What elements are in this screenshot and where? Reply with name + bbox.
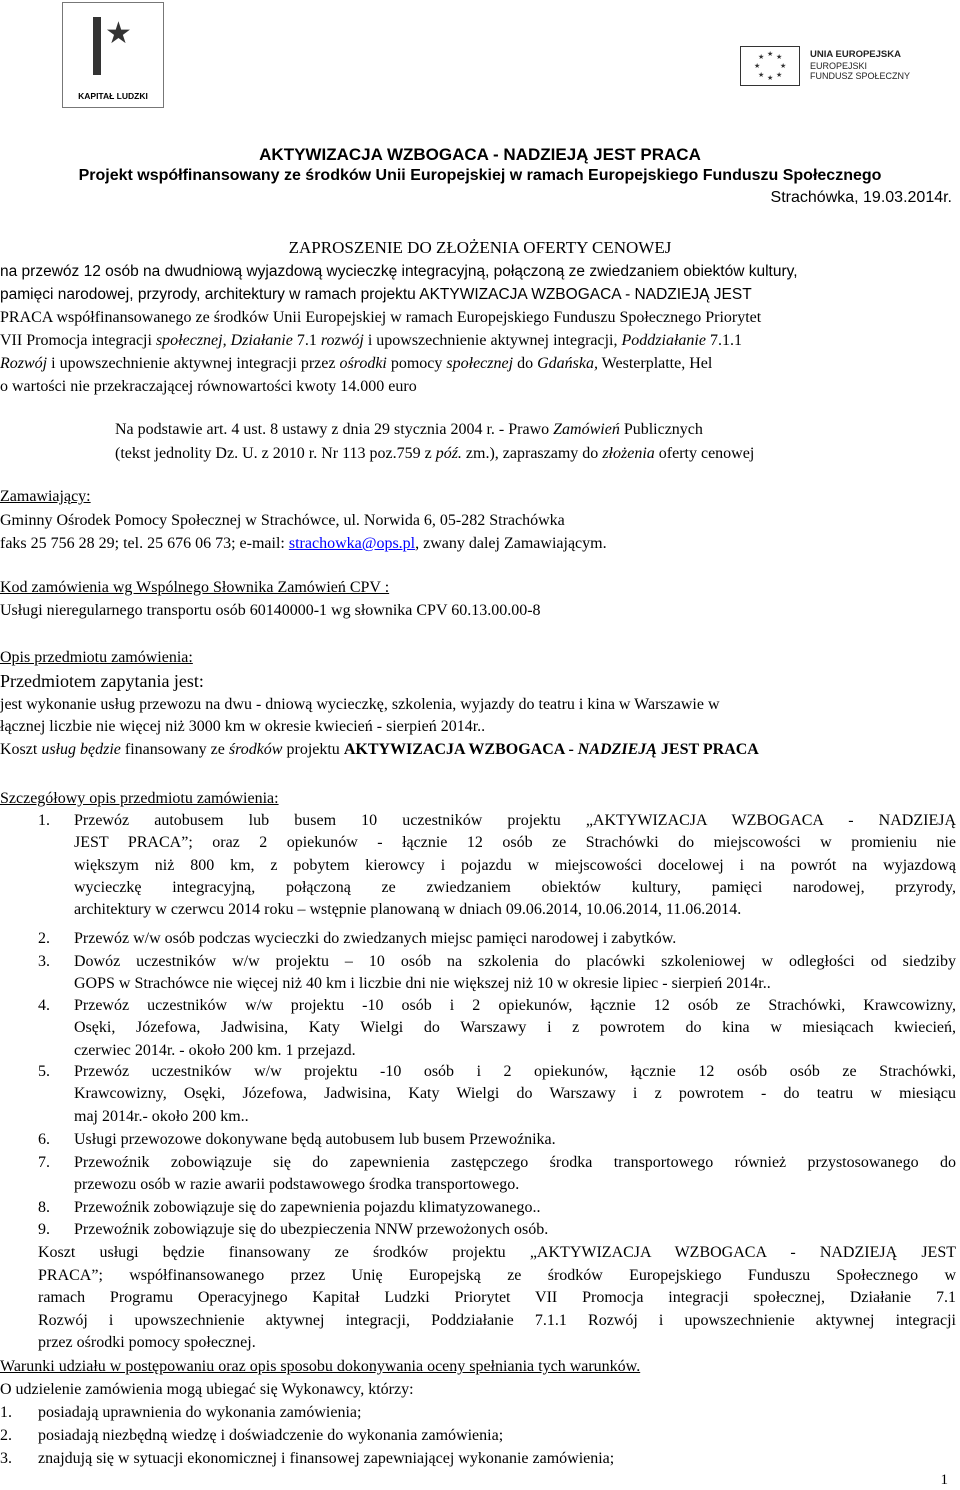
contracting-contact bbox=[0, 534, 607, 554]
email-link[interactable]: strachowka@ops.pl bbox=[288, 535, 416, 552]
invitation-line-1: na przewóz 12 osób na dwudniową wyjazdową wycieczkę integracyjną, połączoną ze zwiedzaniem obiektów kultury, bbox=[0, 263, 798, 280]
text: 7.1 bbox=[292, 332, 321, 349]
text: , zwany dalej Zamawiającym. bbox=[415, 535, 607, 552]
list-item-number: 3. bbox=[38, 953, 50, 970]
project-subtitle: Projekt współfinansowany ze środków Unii Europejskiej w ramach Europejskiego Funduszu Społecznego bbox=[78, 167, 882, 184]
cost-line: ramach Programu Operacyjnego Kapitał Ludzki Priorytet VII Promocja integracji społecznej, Działanie 7.1 bbox=[38, 1289, 956, 1306]
text-italic: Zamówień bbox=[553, 421, 620, 438]
text: zm.), zapraszamy do bbox=[461, 445, 603, 462]
invitation-line-5 bbox=[0, 354, 712, 374]
subject-label: Opis przedmiotu zamówienia: bbox=[0, 649, 193, 666]
list-item-line: architektury w czerwcu 2014 roku – wstępnie planowaną w dniach 09.06.2014, 10.06.2014, 11.06.2014. bbox=[74, 901, 742, 919]
place-date: Strachówka, 19.03.2014r. bbox=[770, 189, 952, 206]
list-item-line: Przewóz autobusem lub busem 10 uczestników projektu „AKTYWIZACJA WZBOGACA - NADZIEJĄ bbox=[74, 812, 956, 829]
list-item-line: Przewóz uczestników w/w projektu -10 osób i 2 opiekunów, łącznie 12 osób osób ze Strachówki, bbox=[74, 1063, 956, 1080]
invitation-line-6: o wartości nie przekraczającej równowartości kwoty 14.000 euro bbox=[0, 378, 417, 395]
list-item-line: większym niż 800 km, z pobytem kierowcy i pojazdu w miejscowości docelowej i na powrót na wyjazdową bbox=[74, 856, 956, 874]
text-italic: póź. bbox=[435, 445, 462, 462]
subject-line-1: jest wykonanie usług przewozu na dwu - dniową wycieczkę, szkolenia, wyjazdy do teatru i kina w Warszawie w bbox=[0, 696, 720, 713]
list-item-number: 8. bbox=[38, 1199, 50, 1216]
text: Koszt bbox=[0, 741, 42, 758]
text: Publicznych bbox=[619, 421, 703, 438]
subject-line-2: łącznej liczbie nie więcej niż 3000 km w okresie kwiecień - sierpień 2014r.. bbox=[0, 718, 486, 735]
invitation-heading: ZAPROSZENIE DO ZŁOŻENIA OFERTY CENOWEJ bbox=[288, 238, 672, 257]
eu-logo bbox=[740, 46, 910, 88]
list-item-line: wycieczkę integracyjną, połączoną ze zwiedzaniem obiektów kultury, pamięci narodowej, przyrody, bbox=[74, 878, 956, 896]
text-italic: Gdańska, bbox=[537, 355, 598, 372]
cpv-code: Usługi nieregularnego transportu osób 60140000-1 wg słownika CPV 60.13.00.00-8 bbox=[0, 602, 541, 619]
list-item-number: 1. bbox=[38, 812, 50, 829]
cost-line: Rozwój i upowszechnienie aktywnej integracji, Poddziałanie 7.1.1 Rozwój i upowszechnienie aktywnej integracji bbox=[38, 1311, 956, 1329]
text-italic: ośrodki bbox=[339, 355, 387, 372]
text-italic: złożenia bbox=[602, 445, 655, 462]
cost-line: PRACA”; współfinansowanego przez Unię Europejską ze środków Europejskiego Funduszu Społecznego w bbox=[38, 1266, 956, 1284]
cost-line: Koszt usługi będzie finansowany ze środków projektu „AKTYWIZACJA WZBOGACA - NADZIEJĄ JEST bbox=[38, 1244, 956, 1261]
legal-basis-line-1 bbox=[115, 420, 703, 440]
logo-text: KAPITAŁ LUDZKI bbox=[78, 91, 148, 101]
text-bold-italic: NADZIEJĄ bbox=[577, 741, 657, 758]
details-label: Szczegółowy opis przedmiotu zamówienia: bbox=[0, 790, 279, 807]
eu-line-2: EUROPEJSKI bbox=[810, 60, 868, 71]
text-bold: JEST PRACA bbox=[656, 741, 759, 758]
list-item-number: 5. bbox=[38, 1063, 50, 1080]
list-item-line: maj 2014r.- około 200 km.. bbox=[74, 1107, 249, 1125]
list-item-number: 6. bbox=[38, 1131, 50, 1148]
text-italic: Rozwój bbox=[0, 355, 48, 372]
list-item-line: GOPS w Strachówce nie więcej niż 40 km i liczbie dni nie większej niż 10 w okresie lipiec - sierpień 2014r.. bbox=[74, 975, 771, 993]
condition-text: posiadają uprawnienia do wykonania zamówienia; bbox=[38, 1404, 362, 1421]
legal-basis-line-2 bbox=[115, 444, 754, 464]
condition-number: 1. bbox=[0, 1404, 12, 1421]
text: i upowszechnienie aktywnej integracji przez bbox=[47, 355, 340, 372]
condition-text: posiadają niezbędną wiedzę i doświadczenie do wykonania zamówienia; bbox=[38, 1427, 504, 1444]
eu-logo-text bbox=[810, 49, 910, 82]
subject-heading: Przedmiotem zapytania jest: bbox=[0, 671, 204, 691]
text: oferty cenowej bbox=[654, 445, 755, 462]
text-italic: usług będzie bbox=[41, 741, 121, 758]
list-item-number: 7. bbox=[38, 1154, 50, 1171]
list-item-line: Przewoźnik zobowiązuje się do ubezpieczenia NNW przewożonych osób. bbox=[74, 1221, 549, 1238]
conditions-label: Warunki udziału w postępowaniu oraz opis sposobu dokonywania oceny spełniania tych warunków. bbox=[0, 1358, 641, 1375]
cpv-label: Kod zamówienia wg Wspólnego Słownika Zamówień CPV : bbox=[0, 579, 390, 596]
text: Westerplatte, Hel bbox=[597, 355, 713, 372]
list-item-line: Osęki, Józefowa, Jadwisina, Katy Wielgi do Warszawy i z powrotem do kina w miesiącach kwiecień, bbox=[74, 1019, 956, 1037]
text: finansowany ze bbox=[120, 741, 229, 758]
contracting-label: Zamawiający: bbox=[0, 488, 91, 505]
list-item-line: Przewoźnik zobowiązuje się do zapewnienia zastępczego środka transportowego również przystosowanego do bbox=[74, 1154, 956, 1171]
text: do bbox=[513, 355, 538, 372]
list-item-line: Przewóz w/w osób podczas wycieczki do zwiedzanych miejsc pamięci narodowej i zabytków. bbox=[74, 930, 677, 947]
list-item-number: 4. bbox=[38, 997, 50, 1014]
list-item-line: Przewoźnik zobowiązuje się do zapewnienia pojazdu klimatyzowanego.. bbox=[74, 1199, 541, 1216]
page-number: 1 bbox=[940, 1472, 948, 1488]
list-item-line: czerwiec 2014r. - około 200 km. 1 przejazd. bbox=[74, 1041, 356, 1059]
list-item-number: 9. bbox=[38, 1221, 50, 1238]
text-italic: społecznej, Działanie bbox=[155, 332, 293, 349]
text-bold: AKTYWIZACJA WZBOGACA - bbox=[343, 741, 578, 758]
list-item-line: Krawcowizny, Osęki, Józefowa, Jadwisina, Katy Wielgi do Warszawy i z powrotem - do teatru w miesiącu bbox=[74, 1085, 956, 1103]
text-italic: środków bbox=[228, 741, 283, 758]
text: faks 25 756 28 29; tel. 25 676 06 73; e-mail: bbox=[0, 535, 289, 552]
condition-number: 2. bbox=[0, 1427, 12, 1444]
list-item-line: Usługi przewozowe dokonywane będą autobusem lub busem Przewoźnika. bbox=[74, 1131, 556, 1148]
invitation-line-3: PRACA współfinansowanego ze środków Unii Europejskiej w ramach Europejskiego Funduszu Społecznego Priorytet bbox=[0, 309, 762, 326]
text: i upowszechnienie aktywnej integracji, bbox=[363, 332, 622, 349]
eu-line-3: FUNDUSZ SPOŁECZNY bbox=[810, 71, 911, 81]
text: 7.1.1 bbox=[705, 332, 742, 349]
text-italic: rozwój bbox=[320, 332, 364, 349]
condition-number: 3. bbox=[0, 1450, 12, 1467]
text: projektu bbox=[282, 741, 344, 758]
invitation-line-4 bbox=[0, 331, 742, 351]
text: Na podstawie art. 4 ust. 8 ustawy z dnia 29 stycznia 2004 r. - Prawo bbox=[115, 421, 554, 438]
logo-bar-shape bbox=[93, 17, 101, 75]
text: VII Promocja integracji bbox=[0, 332, 156, 349]
conditions-intro: O udzielenie zamówienia mogą ubiegać się Wykonawcy, którzy: bbox=[0, 1381, 414, 1398]
text: pomocy bbox=[386, 355, 447, 372]
condition-text: znajdują się w sytuacji ekonomicznej i finansowej zapewniającej wykonanie zamówienia; bbox=[38, 1450, 615, 1467]
text: (tekst jednolity Dz. U. z 2010 r. Nr 113 poz.759 z bbox=[115, 445, 436, 462]
list-item-line: Dowóz uczestników w/w projektu – 10 osób na szkolenia do placówki szkoleniowej w odległości od siedziby bbox=[74, 953, 956, 970]
contracting-address: Gminny Ośrodek Pomocy Społecznej w Strachówce, ul. Norwida 6, 05-282 Strachówka bbox=[0, 512, 565, 529]
list-item-line: Przewóz uczestników w/w projektu -10 osób i 2 opiekunów, łącznie 12 osób ze Strachówki, Krawcowizny, bbox=[74, 997, 956, 1014]
invitation-line-2: pamięci narodowej, przyrody, architektury w ramach projektu AKTYWIZACJA WZBOGACA - NADZIEJĄ JEST bbox=[0, 286, 752, 303]
eu-line-1: UNIA EUROPEJSKA bbox=[810, 49, 901, 60]
kapital-ludzki-logo bbox=[62, 2, 164, 108]
list-item-line: przewozu osób w razie awarii podstawowego środka transportowego. bbox=[74, 1176, 520, 1194]
list-item-number: 2. bbox=[38, 930, 50, 947]
star-icon: ★ bbox=[105, 16, 132, 51]
text-italic: Poddziałanie bbox=[621, 332, 706, 349]
cost-line: przez ośrodki pomocy społecznej. bbox=[38, 1334, 256, 1351]
text-italic: społecznej bbox=[446, 355, 514, 372]
subject-cost-line bbox=[0, 740, 759, 760]
list-item-line: JEST PRACA”; oraz 2 opiekunów - łącznie 12 osób ze Strachówki do miejscowości w promieniu nie bbox=[74, 834, 956, 852]
project-title: AKTYWIZACJA WZBOGACA - NADZIEJĄ JEST PRACA bbox=[259, 145, 701, 164]
eu-flag-icon: ★ ★ ★ ★ ★ ★ ★ ★ bbox=[740, 46, 800, 86]
